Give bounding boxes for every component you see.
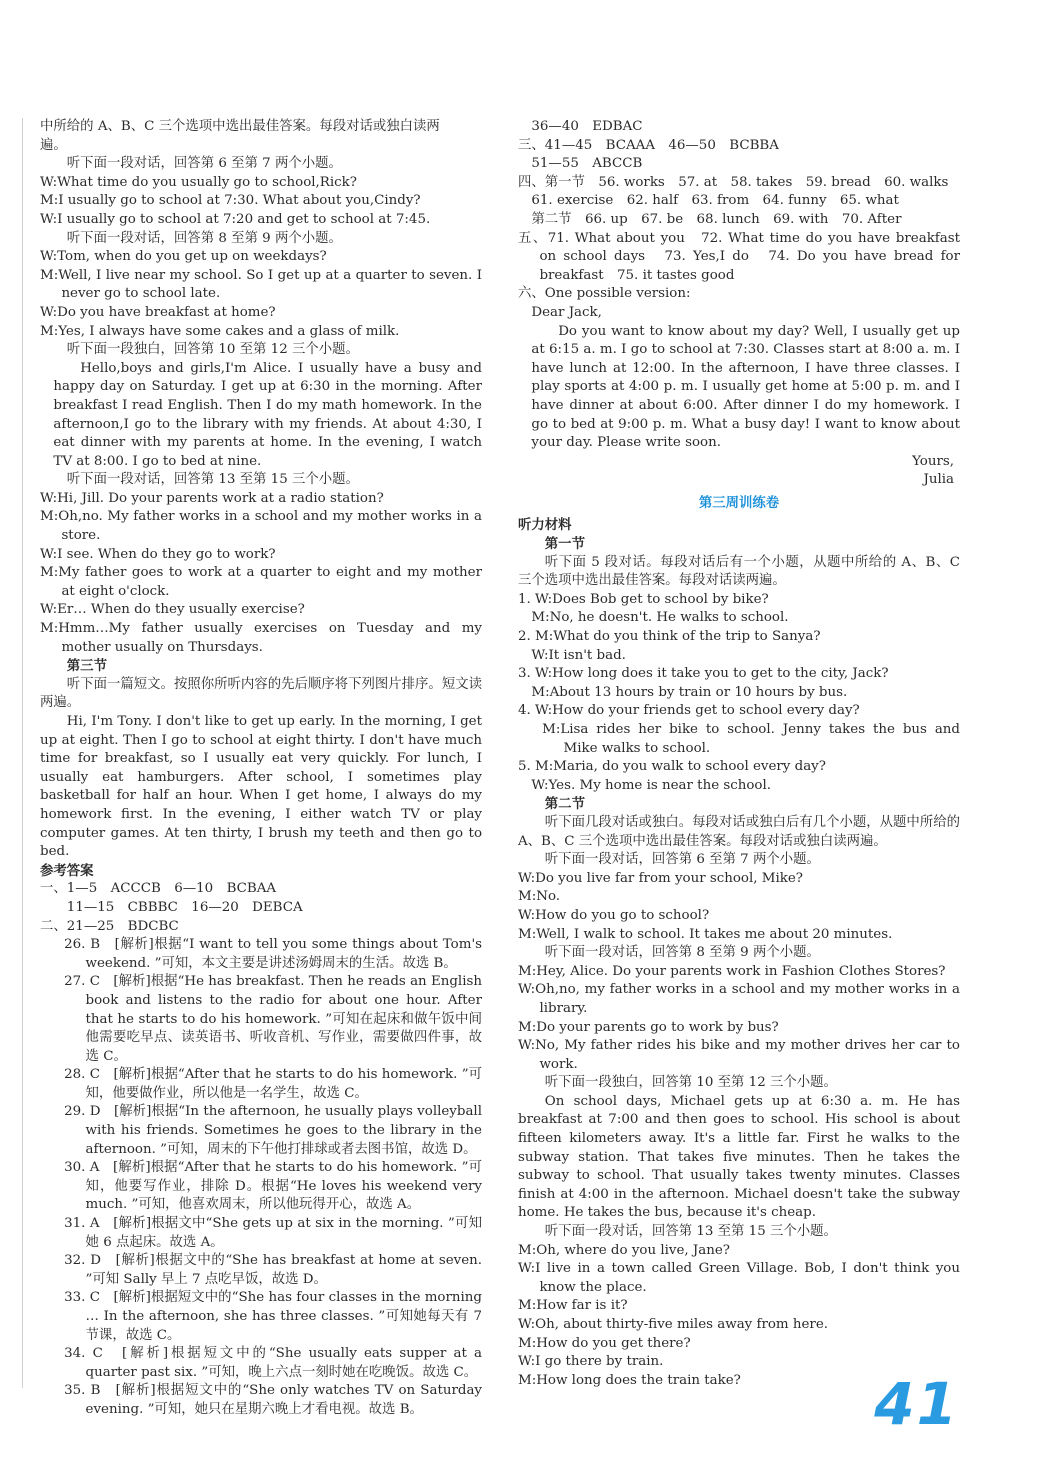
right-column-line: Dear Jack, xyxy=(531,304,602,320)
left-column-line: 听下面一段对话，回答第 13 至第 15 三个小题。 xyxy=(66,472,359,488)
left-column-line: M:My father goes to work at a quarter to eight and my mother at eight o'clock. xyxy=(40,565,482,599)
right-column-line: 36—40 EDBAC xyxy=(531,119,643,134)
left-column-line: Hi, I'm Tony. I don't like to get up early. In the morning, I get up at eight. Then I go to school at eight thirty. I don't have much time for breakfast, so I usually eat very quickly. For lunch, I usually eat hamburgers. After school, I sometimes play basketball for half an hour. When I get home, I always do my homework first. In the evening, I either watch TV or play computer games. At ten thirty, I brush my teeth and then go to bed. xyxy=(40,714,482,860)
right-column-line: 4. W:How do your friends get to school every day? xyxy=(518,703,860,719)
page-number: 41 xyxy=(874,1370,959,1438)
right-column-line: 六、One possible version: xyxy=(518,286,691,302)
left-column xyxy=(40,118,482,1420)
right-column-line: 听下面几段对话或独白。每段对话或独白后有几个小题，从题中所给的 A、B、C 三个选项中选出最佳答案。每段对话或独白读两遍。 xyxy=(518,814,960,849)
left-column-line: 听下面一段对话，回答第 8 至第 9 两个小题。 xyxy=(66,230,342,246)
right-column-line: 第三周训练卷 xyxy=(698,494,780,511)
right-column-line: W:It isn't bad. xyxy=(531,647,626,663)
right-column-line: 听下面 5 段对话。每段对话后有一个小题，从题中所给的 A、B、C 三个选项中选出最佳答案。每段对话读两遍。 xyxy=(518,554,960,589)
right-column-line: M:Oh, where do you live, Jane? xyxy=(518,1242,730,1258)
left-column-line: W:Er… When do they usually exercise? xyxy=(40,602,305,618)
left-column-line: 32. D [解析]根据文中的“She has breakfast at home at seven. ”可知 Sally 早上 7 点吃早饭，故选 D。 xyxy=(64,1253,482,1287)
left-column-line: W:Tom, when do you get up on weekdays? xyxy=(40,249,327,265)
right-column-line: M:No. xyxy=(518,889,561,905)
right-column-line: M:No, he doesn't. He walks to school. xyxy=(531,610,789,626)
right-column-line: 第二节 66. up 67. be 68. lunch 69. with 70. After xyxy=(531,211,902,227)
right-column-line: 51—55 ABCCB xyxy=(531,156,643,172)
left-column-line: 30. A [解析]根据“After that he starts to do his homework. ”可知，他要写作业，排除 D。根据“He loves his weekend very much. ”可知，他喜欢周末，所以他玩得开心，故选 A。 xyxy=(64,1160,482,1213)
right-column-line: W:Do you live far from your school, Mike? xyxy=(518,870,803,886)
left-column-line: M:Well, I live near my school. So I get up at a quarter to seven. I never go to school late. xyxy=(40,267,482,302)
left-column-line: W:I usually go to school at 7:20 and get to school at 7:45. xyxy=(40,211,431,227)
left-column-line: 听下面一段对话，回答第 6 至第 7 两个小题。 xyxy=(66,156,342,172)
left-column-line: 中所给的 A、B、C 三个选项中选出最佳答案。每段对话或独白读两 xyxy=(40,119,440,134)
left-column-line: 34. C [解析]根据短文中的“She usually eats supper at a quarter past six. ”可知，晚上六点一刻时她在吃晚饭。故选 C。 xyxy=(64,1346,482,1380)
right-column-line: M:How far is it? xyxy=(518,1298,628,1314)
right-column-line: M:Hey, Alice. Do your parents work in Fashion Clothes Stores? xyxy=(518,963,946,979)
left-column-line: W:Do you have breakfast at home? xyxy=(40,304,276,320)
right-column-line: Do you want to know about my day? Well, I usually get up at 6:15 a. m. I go to school at 7:30. Classes start at 8:00 a. m. I have lunch at 12:00. In the afternoon, I have three classes. I play sports at 4:00 p. m. I usually get home at 5:00 p. m. and I have dinner at about 6:00. After dinner I do my homework. I go to bed at 9:00 p. m. What a busy day! I want to know about your day. Please write soon. xyxy=(531,323,960,451)
right-column-line: M:About 13 hours by train or 10 hours by bus. xyxy=(531,684,848,700)
left-column-line: 26. B [解析]根据“I want to tell you some things about Tom's weekend. ”可知，本文主要是讲述汤姆周末的生活。故选 B。 xyxy=(64,937,482,971)
binding-edge-line xyxy=(22,118,23,1388)
right-column-line: 第二节 xyxy=(544,796,585,813)
left-column-line: 28. C [解析]根据“After that he starts to do his homework. ”可知，他要做作业，所以他是一名学生，故选 C。 xyxy=(64,1067,482,1101)
right-column-line: 四、第一节 56. works 57. at 58. takes 59. bread 60. walks xyxy=(518,174,949,190)
right-column-line: W:Oh, about thirty-five miles away from here. xyxy=(518,1317,829,1332)
right-column-line: 五、71. What about you 72. What time do you have breakfast on school days 73. Yes,I do 74. Do you have bread for breakfast 75. it tastes good xyxy=(518,230,960,283)
right-column-line: W:I live in a town called Green Village. Bob, I don't think you know the place. xyxy=(518,1261,960,1295)
right-column-line: 1. W:Does Bob get to school by bike? xyxy=(518,591,769,607)
left-column-line: 听下面一篇短文。按照你所听内容的先后顺序将下列图片排序。短文读两遍。 xyxy=(40,676,482,711)
left-column-line: Hello,boys and girls,I'm Alice. I usually have a busy and happy day on Saturday. I get up at 6:30 in the morning. After breakfast I read English. Then I do my math homework. In the afternoon,I go to the library with my friends. At about 4:30, I eat dinner with my parents at home. In the evening, I watch TV at 8:00. I go to bed at nine. xyxy=(53,360,482,469)
right-column-line: 3. W:How long does it take you to get to the city, Jack? xyxy=(518,666,889,682)
left-column-line: 参考答案 xyxy=(40,862,94,879)
left-column-line: 33. C [解析]根据短文中的“She has four classes in the morning … In the afternoon, she has three classes. ”可知她每天有 7 节课，故选 C。 xyxy=(64,1290,482,1343)
left-column-line: 听下面一段独白，回答第 10 至第 12 三个小题。 xyxy=(66,342,359,358)
left-column-line: M:I usually go to school at 7:30. What about you,Cindy? xyxy=(40,193,421,209)
right-column-line: 5. M:Maria, do you walk to school every day? xyxy=(518,759,826,775)
left-column-line: 27. C [解析]根据“He has breakfast. Then he reads an English book and listens to the radio for about one hour. After that he starts to do his homework. ”可知在起床和做午饭中间他需要吃早点、读英语书、听收音机、写作业，需要做四件事，故选 C。 xyxy=(64,974,482,1064)
left-column-line: W:What time do you usually go to school,Rick? xyxy=(40,174,357,190)
left-column-line: 二、21—25 BDCBC xyxy=(40,918,179,934)
right-column-line: W:How do you go to school? xyxy=(518,907,710,923)
right-column-line: 听下面一段对话，回答第 6 至第 7 两个小题。 xyxy=(544,852,820,868)
right-column-line: 听下面一段独白，回答第 10 至第 12 三个小题。 xyxy=(544,1075,837,1091)
left-column-line: M:Yes, I always have some cakes and a glass of milk. xyxy=(40,323,400,339)
right-column-line: W:I go there by train. xyxy=(518,1354,664,1370)
left-column-line: W:Hi, Jill. Do your parents work at a radio station? xyxy=(40,490,384,506)
right-column-line: W:No, My father rides his bike and my mother drives her car to work. xyxy=(518,1038,960,1072)
right-column-line: 听下面一段对话，回答第 8 至第 9 两个小题。 xyxy=(544,945,820,961)
right-column-line: 61. exercise 62. half 63. from 64. funny 65. what xyxy=(531,193,899,209)
left-column-line: 第三节 xyxy=(66,658,107,675)
left-column-line: 遍。 xyxy=(40,137,67,153)
left-column-line: 一、1—5 ACCCB 6—10 BCBAA xyxy=(40,881,277,897)
left-column-line: M:Hmm…My father usually exercises on Tuesday and my mother usually on Thursdays. xyxy=(40,621,482,655)
left-column-line: 29. D [解析]根据“In the afternoon, he usually plays volleyball with his friends. Sometimes he goes to the library in the afternoon. ”可知，周末的下午他打排球或者去图书馆，故选 D。 xyxy=(64,1104,482,1157)
right-column-line: 第一节 xyxy=(544,536,585,553)
left-column-line: M:Oh,no. My father works in a school and my mother works in a store. xyxy=(40,509,482,544)
left-column-line: W:I see. When do they go to work? xyxy=(40,546,276,562)
right-column-line: 三、41—45 BCAAA 46—50 BCBBA xyxy=(518,137,779,153)
right-column-line: Julia xyxy=(923,472,954,488)
right-column-line: W:Oh,no, my father works in a school and my mother works in a library. xyxy=(518,982,960,1016)
left-column-line: 35. B [解析]根据短文中的“She only watches TV on Saturday evening. ”可知，她只在星期六晚上才看电视。故选 B。 xyxy=(64,1383,482,1417)
right-column-line: On school days, Michael gets up at 6:30 a. m. He has breakfast at 7:00 and then goes to school. His school is about fifteen kilometers away. It's a little far. First he walks to the subway station. That takes five minutes. Then he takes the subway to school. That usually takes twenty minutes. Classes finish at 4:00 in the afternoon. Michael doesn't take the subway home. He takes the bus, because it's cheap. xyxy=(518,1093,960,1221)
right-column-line: M:How long does the train take? xyxy=(518,1372,741,1388)
right-column-line: W:Yes. My home is near the school. xyxy=(531,777,772,793)
right-column xyxy=(518,118,960,1390)
right-column-line: 2. M:What do you think of the trip to Sanya? xyxy=(518,629,821,645)
right-column-line: 听下面一段对话，回答第 13 至第 15 三个小题。 xyxy=(544,1224,837,1240)
left-column-line: 11—15 CBBBC 16—20 DEBCA xyxy=(66,899,303,915)
left-column-line: 31. A [解析]根据文中“She gets up at six in the morning. ”可知她 6 点起床。故选 A。 xyxy=(64,1216,482,1250)
right-column-line: Yours, xyxy=(912,453,954,469)
right-column-line: 听力材料 xyxy=(518,517,572,534)
right-column-line: M:Lisa rides her bike to school. Jenny takes the bus and Mike walks to school. xyxy=(542,722,960,756)
right-column-line: M:How do you get there? xyxy=(518,1335,691,1351)
right-column-line: M:Well, I walk to school. It takes me about 20 minutes. xyxy=(518,926,893,942)
right-column-line: M:Do your parents go to work by bus? xyxy=(518,1019,779,1035)
